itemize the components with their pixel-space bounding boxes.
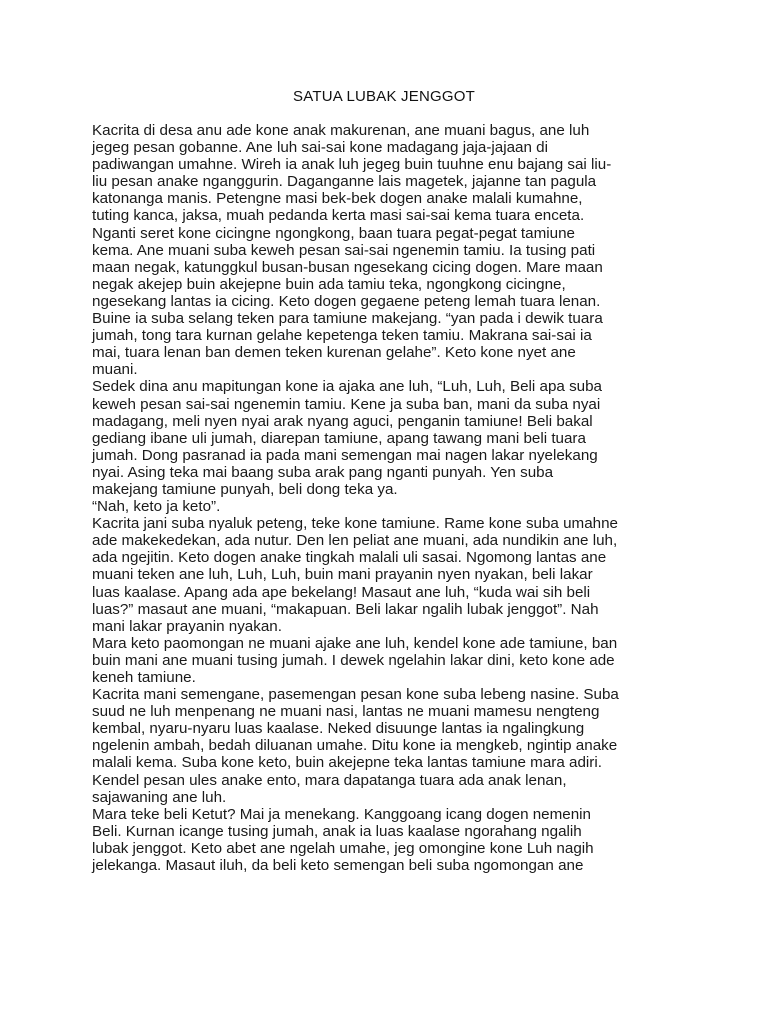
text-line: jumah. Dong pasranad ia pada mani semengan mai nagen lakar nyelekang <box>92 446 598 464</box>
text-line: Mara teke beli Ketut? Mai ja menekang. Kanggoang icang dogen nemenin <box>92 805 591 823</box>
text-line: “Nah, keto ja keto”. <box>92 498 221 516</box>
text-line: makejang tamiune punyah, beli dong teka ya. <box>92 480 398 498</box>
text-line: jumah, tong tara kurnan gelahe kepetenga teken tamiu. Makrana sai-sai ia <box>92 327 592 345</box>
text-line: Buine ia suba selang teken para tamiune makejang. “yan pada i dewik tuara <box>92 310 603 328</box>
text-line: maan negak, katunggkul busan-busan ngesekang cicing dogen. Mare maan <box>92 258 603 276</box>
text-line: keneh tamiune. <box>92 669 196 686</box>
text-line: ngelenin ambah, bedah diluanan umahe. Ditu kone ia mengkeb, ngintip anake <box>92 737 618 755</box>
text-line: katonanga manis. Petengne masi bek-bek dogen anake malali kumahne, <box>92 190 583 208</box>
text-line: kema. Ane muani suba keweh pesan sai-sai ngenemin tamiu. Ia tusing pati <box>92 241 596 259</box>
text-line: negak akejep buin akejepne buin ada tamiu teka, ngongkong cicingne, <box>92 275 566 293</box>
text-line: Sedek dina anu mapitungan kone ia ajaka ane luh, “Luh, Luh, Beli apa suba <box>92 378 603 396</box>
text-line: jelekanga. Masaut iluh, da beli keto semengan beli suba ngomongan ane <box>92 857 584 875</box>
text-line: ngesekang lantas ia cicing. Keto dogen gegaene peteng lemah tuara lenan. <box>92 292 601 310</box>
text-line: nyai. Asing teka mai baang suba arak pang nganti punyah. Yen suba <box>92 463 554 481</box>
text-line: Kacrita jani suba nyaluk peteng, teke kone tamiune. Rame kone suba umahne <box>92 515 618 533</box>
text-line: lubak jenggot. Keto abet ane ngelah umahe, jeg omongine kone Luh nagih <box>92 839 594 857</box>
text-line: kembal, nyaru-nyaru luas kaalase. Neked disuunge lantas ia ngalingkung <box>92 720 585 738</box>
text-line: padiwangan umahne. Wireh ia anak luh jegeg buin tuuhne enu bajang sai liu- <box>92 156 612 174</box>
text-line: Nganti seret kone cicingne ngongkong, baan tuara pegat-pegat tamiune <box>92 224 575 242</box>
text-line: luas kaalase. Apang ada ape bekelang! Masaut ane luh, “kuda wai sih beli <box>92 583 591 601</box>
text-line: Kendel pesan ules anake ento, mara dapatanga tuara ada anak lenan, <box>92 771 567 789</box>
text-line: muani. <box>92 361 138 379</box>
text-line: jegeg pesan gobanne. Ane luh sai-sai kone madagang jaja-jajaan di <box>92 139 548 157</box>
text-line: Kacrita mani semengane, pasemengan pesan kone suba lebeng nasine. Suba <box>92 686 619 704</box>
text-line: ada ngejitin. Keto dogen anake tingkah malali uli sasai. Ngomong lantas ane <box>92 549 607 567</box>
text-line: ade makekedekan, ada nutur. Den len peliat ane muani, ada nundikin ane luh, <box>92 532 618 550</box>
document-title: SATUA LUBAK JENGGOT <box>293 88 475 105</box>
text-line: buin mani ane muani tusing jumah. I dewek ngelahin lakar dini, keto kone ade <box>92 651 615 669</box>
text-line: malali kema. Suba kone keto, buin akejepne teka lantas tamiune mara adiri. <box>92 754 602 772</box>
text-line: luas?” masaut ane muani, “makapuan. Beli lakar ngalih lubak jenggot”. Nah <box>92 600 599 618</box>
document-body <box>92 122 682 874</box>
text-line: muani teken ane luh, Luh, Luh, buin mani prayanin nyen nyakan, beli lakar <box>92 566 593 584</box>
text-line: sajawaning ane luh. <box>92 788 227 806</box>
text-line: suud ne luh menpenang ne muani nasi, lantas ne muani mamesu nengteng <box>92 703 600 721</box>
text-line: mai, tuara lenan ban demen teken kurenan gelahe”. Keto kone nyet ane <box>92 344 576 362</box>
text-line: mani lakar prayanin nyakan. <box>92 617 282 635</box>
text-line: Beli. Kurnan icange tusing jumah, anak ia luas kaalase ngorahang ngalih <box>92 822 582 840</box>
text-line: Mara keto paomongan ne muani ajake ane luh, kendel kone ade tamiune, ban <box>92 634 618 652</box>
text-line: tuting kanca, jaksa, muah pedanda kerta masi sai-sai kema tuara enceta. <box>92 207 585 225</box>
text-line: Kacrita di desa anu ade kone anak makurenan, ane muani bagus, ane luh <box>92 122 590 139</box>
text-line: keweh pesan sai-sai ngenemin tamiu. Kene ja suba ban, mani da suba nyai <box>92 395 601 413</box>
text-line: gediang ibane uli jumah, diarepan tamiune, apang tawang mani beli tuara <box>92 429 586 447</box>
text-line: liu pesan anake nganggurin. Daganganne lais magetek, jajanne tan pagula <box>92 173 597 191</box>
text-line: madagang, meli nyen nyai arak nyang aguci, penganin tamiune! Beli bakal <box>92 412 593 430</box>
